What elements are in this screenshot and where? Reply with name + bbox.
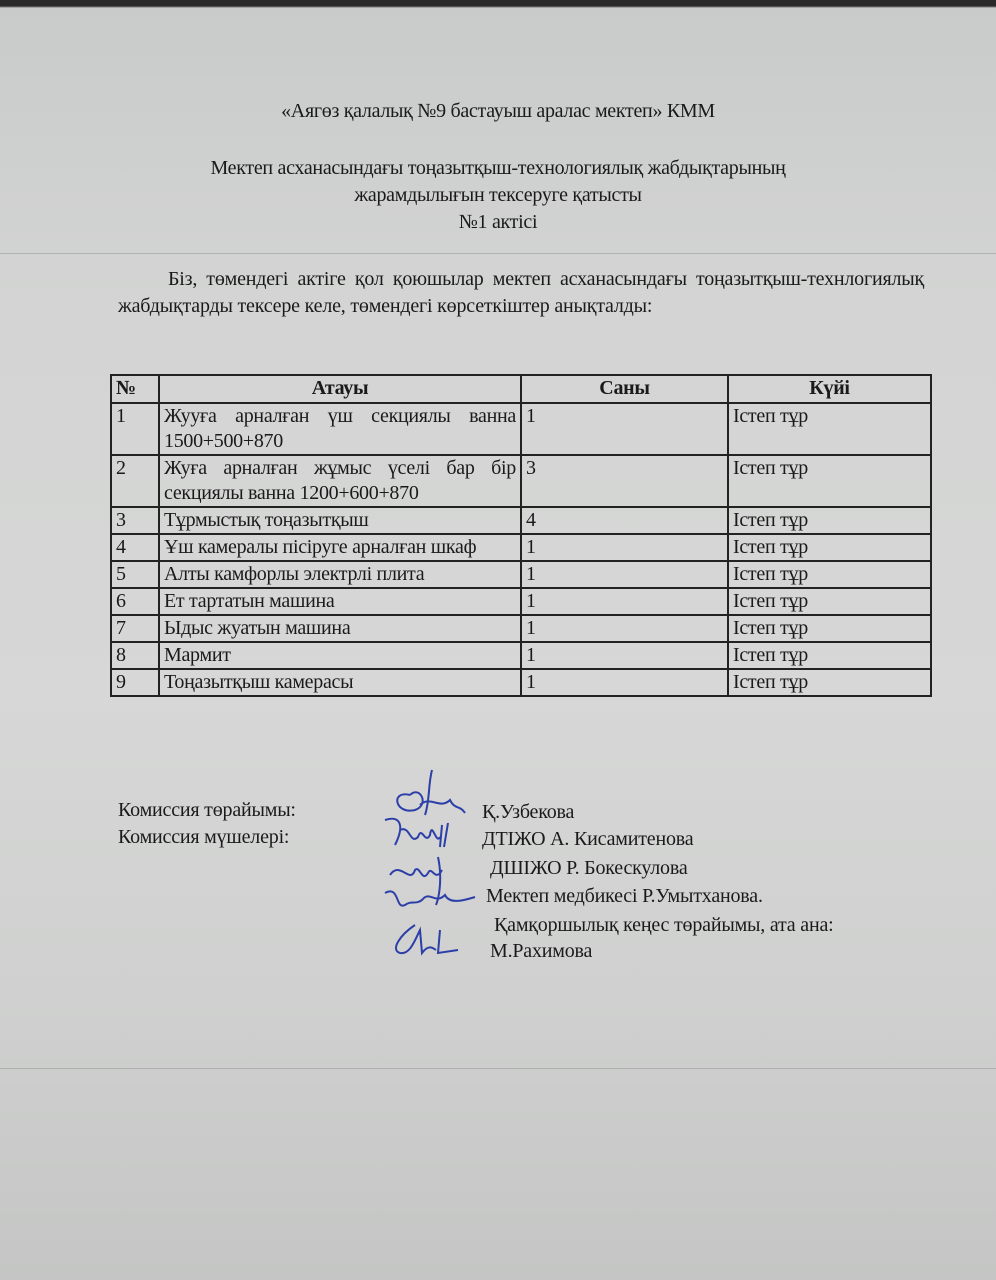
row-number: 1 xyxy=(111,403,159,455)
row-number: 4 xyxy=(111,534,159,561)
row-status: Істеп тұр xyxy=(728,403,931,455)
signature-chair xyxy=(397,770,465,815)
col-header-qty: Саны xyxy=(521,375,728,403)
row-number: 2 xyxy=(111,455,159,507)
table-row xyxy=(111,534,931,561)
handwritten-signatures xyxy=(370,765,480,965)
row-name: Ыдыс жуатын машина xyxy=(159,615,521,642)
chair-name: Қ.Узбекова xyxy=(482,801,575,823)
table-row xyxy=(111,455,931,507)
intro-paragraph: Біз, төмендегі актіге қол қоюшылар мектеп асханасындағы тоңазытқыш-технлогиялық жабдықтарды тексере келе, төмендегі көрсеткіштер анықталды: xyxy=(118,268,924,317)
signature-member-1 xyxy=(385,819,448,847)
document-title-line1: Мектеп асханасындағы тоңазытқыш-технологиялық жабдықтарының xyxy=(210,157,786,179)
row-name: Тоңазытқыш камерасы xyxy=(159,669,521,696)
row-name: Тұрмыстық тоңазытқыш xyxy=(159,507,521,534)
row-status: Істеп тұр xyxy=(728,669,931,696)
table-row xyxy=(111,588,931,615)
row-status: Істеп тұр xyxy=(728,561,931,588)
row-quantity: 1 xyxy=(521,534,728,561)
col-header-name: Атауы xyxy=(159,375,521,403)
row-number: 5 xyxy=(111,561,159,588)
col-header-number: № xyxy=(111,375,159,403)
signature-member-3 xyxy=(385,891,475,905)
row-number: 9 xyxy=(111,669,159,696)
row-quantity: 1 xyxy=(521,615,728,642)
members-label: Комиссия мүшелері: xyxy=(118,826,290,848)
act-number: №1 актісі xyxy=(458,211,538,233)
row-number: 7 xyxy=(111,615,159,642)
row-status: Істеп тұр xyxy=(728,642,931,669)
table-row xyxy=(111,615,931,642)
row-number: 3 xyxy=(111,507,159,534)
table-row xyxy=(111,642,931,669)
row-quantity: 1 xyxy=(521,669,728,696)
member-3: Мектеп медбикесі Р.Умытханова. xyxy=(486,885,763,907)
row-quantity: 3 xyxy=(521,455,728,507)
row-quantity: 1 xyxy=(521,561,728,588)
row-name: Жууға арналған үш секциялы ванна 1500+500+870 xyxy=(159,403,521,455)
table-row xyxy=(111,507,931,534)
member-4: Қамқоршылық кеңес төрайымы, ата ана: xyxy=(494,914,834,936)
organization-name: «Аягөз қалалық №9 бастауыш аралас мектеп» КММ xyxy=(281,100,715,122)
member-2: ДШІЖО Р. Бокескулова xyxy=(490,857,688,879)
row-name: Ұш камералы пісіруге арналған шкаф xyxy=(159,534,521,561)
signature-member-4 xyxy=(396,925,458,953)
paper-fold-line xyxy=(0,1068,996,1069)
document-title-line2: жарамдылығын тексеруге қатысты xyxy=(354,184,642,206)
row-status: Істеп тұр xyxy=(728,588,931,615)
row-number: 8 xyxy=(111,642,159,669)
row-status: Істеп тұр xyxy=(728,455,931,507)
row-name: Ет тартатын машина xyxy=(159,588,521,615)
equipment-table xyxy=(110,374,932,697)
table-row xyxy=(111,669,931,696)
row-name: Алты камфорлы электрлі плита xyxy=(159,561,521,588)
member-1: ДТІЖО А. Кисамитенова xyxy=(482,828,694,850)
row-name: Мармит xyxy=(159,642,521,669)
paper-fold-line xyxy=(0,253,996,254)
table-row xyxy=(111,403,931,455)
chair-label: Комиссия төрайымы: xyxy=(118,799,296,821)
row-status: Істеп тұр xyxy=(728,534,931,561)
table-row xyxy=(111,561,931,588)
row-quantity: 1 xyxy=(521,588,728,615)
row-quantity: 4 xyxy=(521,507,728,534)
col-header-status: Күйі xyxy=(728,375,931,403)
row-name: Жуға арналған жұмыс үселі бар бір секциялы ванна 1200+600+870 xyxy=(159,455,521,507)
row-number: 6 xyxy=(111,588,159,615)
row-status: Істеп тұр xyxy=(728,615,931,642)
member-5: М.Рахимова xyxy=(490,940,593,962)
table-header-row xyxy=(111,375,931,403)
row-status: Істеп тұр xyxy=(728,507,931,534)
row-quantity: 1 xyxy=(521,642,728,669)
row-quantity: 1 xyxy=(521,403,728,455)
